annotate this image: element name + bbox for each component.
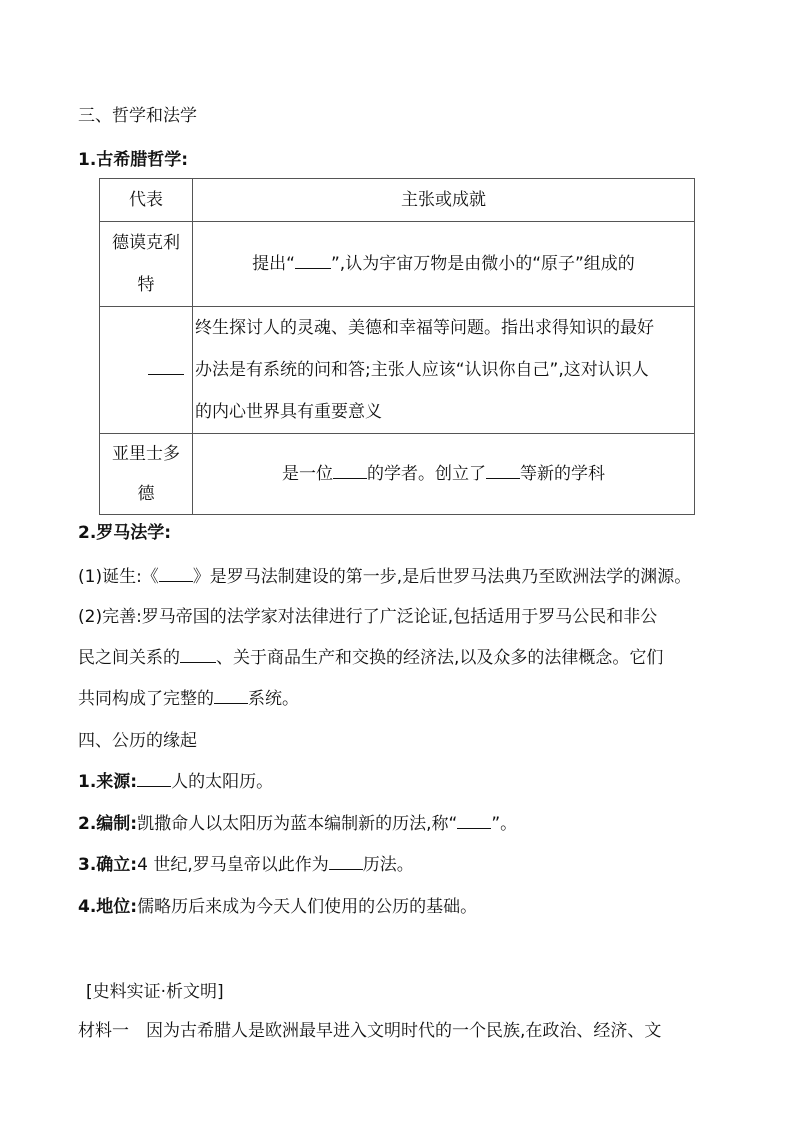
- fill-in-blank[interactable]: [333, 463, 367, 479]
- calendar-establish-item: 3.确立:4 世纪,罗马皇帝以此作为 历法。: [78, 855, 414, 875]
- roman-law-birth-paragraph: (1)诞生:《 》是罗马法制建设的第一步,是后世罗马法典乃至欧洲法学的渊源。: [78, 567, 692, 587]
- section-3-title: 三、哲学和法学: [78, 106, 197, 126]
- calendar-status-item: 4.地位:儒略历后来成为今天人们使用的公历的基础。: [78, 897, 478, 917]
- subheading-roman-law: 2.罗马法学:: [78, 523, 172, 543]
- representative-cell: 德谟克利 特: [100, 222, 193, 307]
- table-header-representative: 代表: [100, 179, 193, 222]
- fill-in-blank[interactable]: [137, 771, 171, 787]
- fill-in-blank[interactable]: [295, 253, 331, 269]
- achievement-cell: 提出“ ”,认为宇宙万物是由微小的“原子”组成的: [193, 222, 695, 307]
- table-row: [100, 307, 695, 434]
- material-heading: [史料实证·析文明]: [86, 982, 224, 1002]
- philosophy-table: [99, 178, 695, 515]
- section-4-title: 四、公历的缘起: [78, 731, 197, 751]
- roman-law-perfection-line-2: 民之间关系的 、关于商品生产和交换的经济法,以及众多的法律概念。它们: [78, 648, 664, 668]
- achievement-cell: 是一位 的学者。创立了 等新的学科: [193, 434, 695, 515]
- fill-in-blank[interactable]: [159, 566, 193, 582]
- representative-cell: 亚里士多 德: [100, 434, 193, 515]
- representative-cell: [100, 307, 193, 434]
- table-row: [100, 222, 695, 307]
- fill-in-blank[interactable]: [329, 854, 363, 870]
- table-row: [100, 434, 695, 515]
- calendar-compile-item: 2.编制:凯撒命人以太阳历为蓝本编制新的历法,称“ ”。: [78, 814, 518, 834]
- table-header-row: [100, 179, 695, 222]
- fill-in-blank[interactable]: [457, 813, 491, 829]
- calendar-source-item: 1.来源: 人的太阳历。: [78, 772, 274, 792]
- fill-in-blank[interactable]: [180, 647, 216, 663]
- fill-in-blank[interactable]: [486, 463, 520, 479]
- roman-law-perfection-line-3: 共同构成了完整的 系统。: [78, 689, 299, 709]
- subheading-greek-philosophy: 1.古希腊哲学:: [78, 150, 189, 170]
- achievement-cell: 终生探讨人的灵魂、美德和幸福等问题。指出求得知识的最好 办法是有系统的问和答;主张人应该“认识你自己”,这对认识人 的内心世界具有重要意义: [193, 307, 695, 434]
- table-header-achievement: 主张或成就: [193, 179, 695, 222]
- material-one-text: 材料一 因为古希腊人是欧洲最早进入文明时代的一个民族,在政治、经济、文: [78, 1021, 662, 1041]
- fill-in-blank[interactable]: [214, 688, 248, 704]
- roman-law-perfection-line-1: (2)完善:罗马帝国的法学家对法律进行了广泛论证,包括适用于罗马公民和非公: [78, 607, 658, 627]
- fill-in-blank[interactable]: [148, 359, 184, 375]
